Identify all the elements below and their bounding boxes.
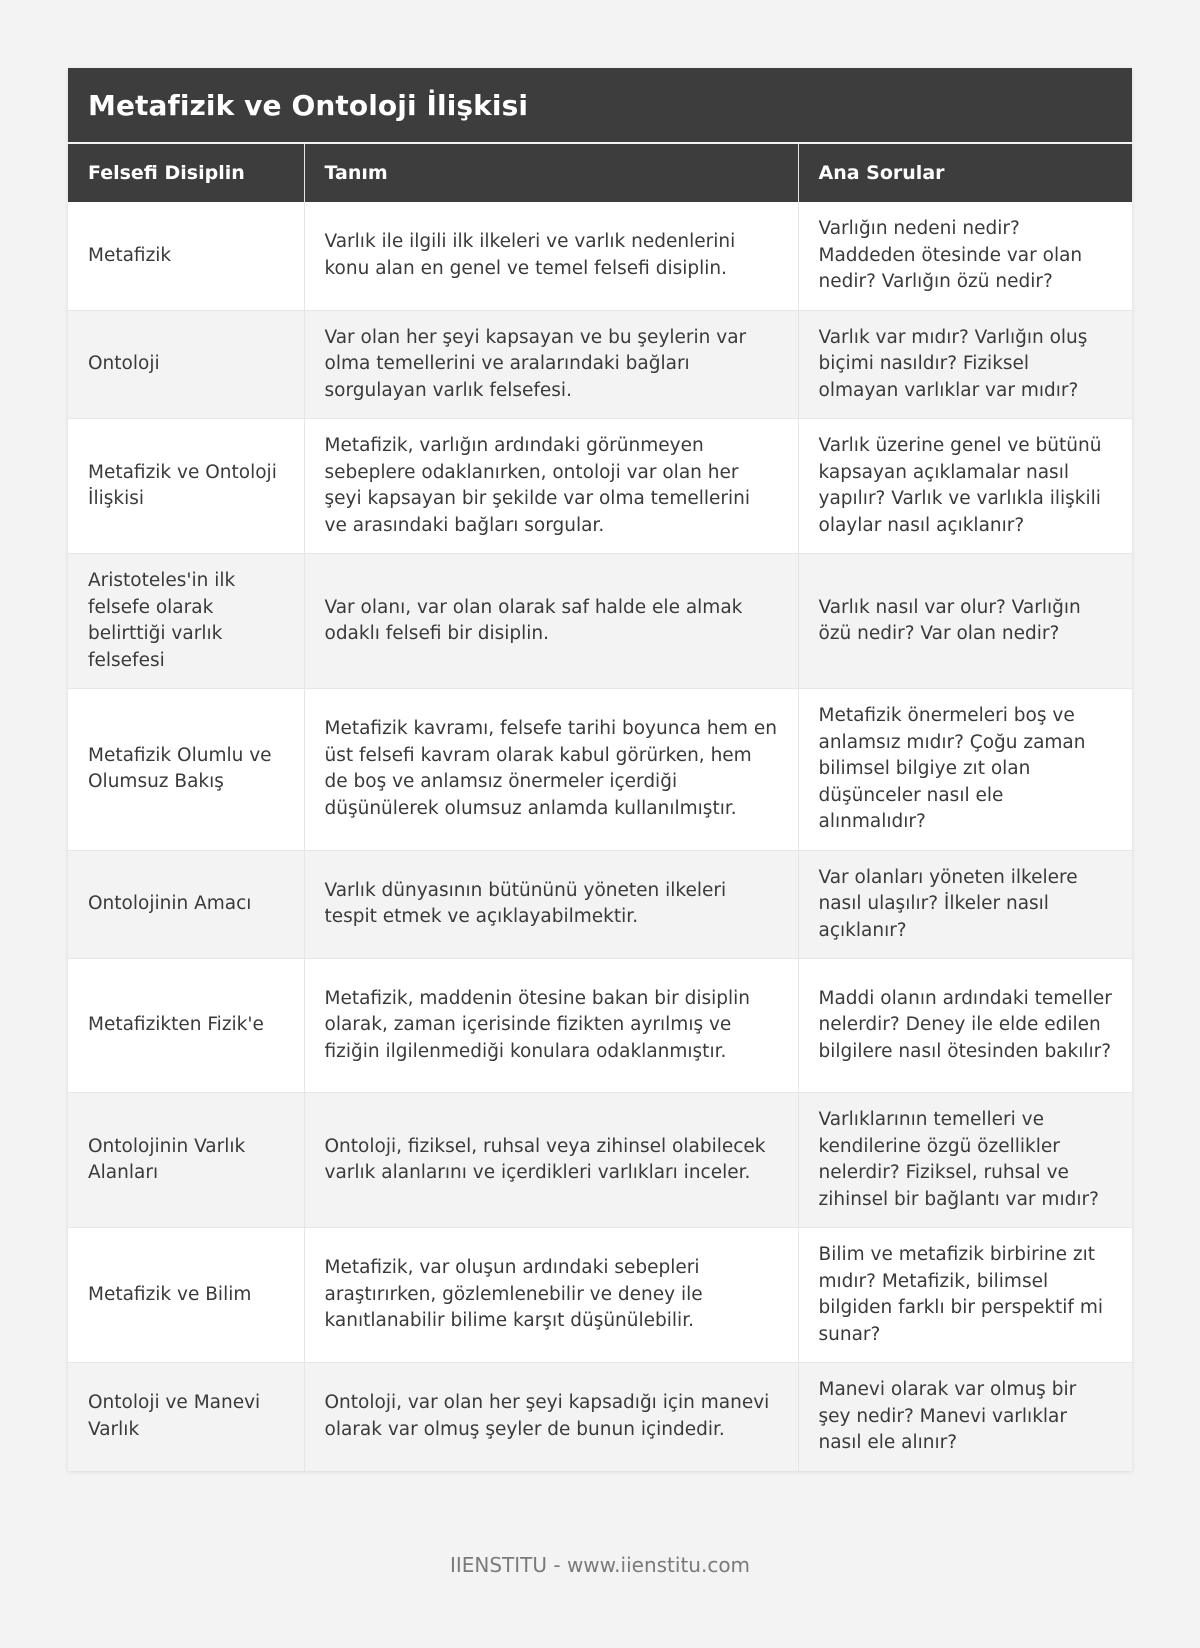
cell-discipline: Metafizik xyxy=(68,202,304,310)
table-row xyxy=(68,202,1132,310)
cell-definition: Ontoloji, var olan her şeyi kapsadığı için manevi olarak var olmuş şeyler de bunun içindedir. xyxy=(304,1363,798,1471)
cell-discipline: Metafizik Olumlu ve Olumsuz Bakış xyxy=(68,689,304,851)
cell-questions: Var olanları yöneten ilkelere nasıl ulaşılır? İlkeler nasıl açıklanır? xyxy=(798,850,1132,959)
cell-discipline: Metafizik ve Ontoloji İlişkisi xyxy=(68,419,304,554)
cell-questions: Maddi olanın ardındaki temeller nelerdir? Deney ile elde edilen bilgilere nasıl ötesinden bakılır? xyxy=(798,959,1132,1093)
title-bar xyxy=(68,68,1132,144)
cell-definition: Metafizik kavramı, felsefe tarihi boyunca hem en üst felsefi kavram olarak kabul görürken, hem de boş ve anlamsız önermeler içerdiği düşünülerek olumsuz anlamda kullanılmıştır. xyxy=(304,689,798,851)
table-row xyxy=(68,850,1132,959)
column-header-definition: Tanım xyxy=(304,144,798,202)
cell-questions: Varlık üzerine genel ve bütünü kapsayan açıklamalar nasıl yapılır? Varlık ve varlıkla ilişkili olaylar nasıl açıklanır? xyxy=(798,419,1132,554)
cell-discipline: Ontoloji xyxy=(68,310,304,419)
cell-discipline: Metafizikten Fizik'e xyxy=(68,959,304,1093)
cell-discipline: Aristoteles'in ilk felsefe olarak belirttiği varlık felsefesi xyxy=(68,554,304,689)
column-header-discipline: Felsefi Disiplin xyxy=(68,144,304,202)
table-row xyxy=(68,1228,1132,1363)
table-row xyxy=(68,419,1132,554)
data-table xyxy=(68,144,1132,1471)
table-header-row xyxy=(68,144,1132,202)
cell-discipline: Metafizik ve Bilim xyxy=(68,1228,304,1363)
cell-questions: Manevi olarak var olmuş bir şey nedir? Manevi varlıklar nasıl ele alınır? xyxy=(798,1363,1132,1471)
page-title: Metafizik ve Ontoloji İlişkisi xyxy=(88,88,529,122)
cell-questions: Varlık var mıdır? Varlığın oluş biçimi nasıldır? Fiziksel olmayan varlıklar var mıdır? xyxy=(798,310,1132,419)
table-row xyxy=(68,959,1132,1093)
cell-definition: Metafizik, maddenin ötesine bakan bir disiplin olarak, zaman içerisinde fizikten ayrılmış ve fiziğin ilgilenmediği konulara odaklanmıştır. xyxy=(304,959,798,1093)
cell-definition: Metafizik, varlığın ardındaki görünmeyen sebeplere odaklanırken, ontoloji var olan her şeyi kapsayan bir şekilde var olma temellerini ve arasındaki bağları sorgular. xyxy=(304,419,798,554)
cell-discipline: Ontolojinin Varlık Alanları xyxy=(68,1093,304,1228)
cell-discipline: Ontoloji ve Manevi Varlık xyxy=(68,1363,304,1471)
table-card xyxy=(68,68,1132,1471)
cell-questions: Bilim ve metafizik birbirine zıt mıdır? Metafizik, bilimsel bilgiden farklı bir perspektif mi sunar? xyxy=(798,1228,1132,1363)
cell-definition: Var olan her şeyi kapsayan ve bu şeylerin var olma temellerini ve aralarındaki bağları sorgulayan varlık felsefesi. xyxy=(304,310,798,419)
cell-definition: Ontoloji, fiziksel, ruhsal veya zihinsel olabilecek varlık alanlarını ve içerdikleri varlıkları inceler. xyxy=(304,1093,798,1228)
column-header-questions: Ana Sorular xyxy=(798,144,1132,202)
cell-questions: Varlığın nedeni nedir? Maddeden ötesinde var olan nedir? Varlığın özü nedir? xyxy=(798,202,1132,310)
table-row xyxy=(68,1093,1132,1228)
cell-definition: Metafizik, var oluşun ardındaki sebepleri araştırırken, gözlemlenebilir ve deney ile kanıtlanabilir bilime karşıt düşünülebilir. xyxy=(304,1228,798,1363)
cell-questions: Metafizik önermeleri boş ve anlamsız mıdır? Çoğu zaman bilimsel bilgiye zıt olan düşünceler nasıl ele alınmalıdır? xyxy=(798,689,1132,851)
table-row xyxy=(68,1363,1132,1471)
cell-discipline: Ontolojinin Amacı xyxy=(68,850,304,959)
footer-credit: IIENSTITU - www.iienstitu.com xyxy=(449,1553,751,1577)
cell-questions: Varlıklarının temelleri ve kendilerine özgü özellikler nelerdir? Fiziksel, ruhsal ve zihinsel bir bağlantı var mıdır? xyxy=(798,1093,1132,1228)
cell-definition: Var olanı, var olan olarak saf halde ele almak odaklı felsefi bir disiplin. xyxy=(304,554,798,689)
table-row xyxy=(68,310,1132,419)
cell-questions: Varlık nasıl var olur? Varlığın özü nedir? Var olan nedir? xyxy=(798,554,1132,689)
table-row xyxy=(68,554,1132,689)
table-row xyxy=(68,689,1132,851)
cell-definition: Varlık ile ilgili ilk ilkeleri ve varlık nedenlerini konu alan en genel ve temel felsefi disiplin. xyxy=(304,202,798,310)
cell-definition: Varlık dünyasının bütününü yöneten ilkeleri tespit etmek ve açıklayabilmektir. xyxy=(304,850,798,959)
